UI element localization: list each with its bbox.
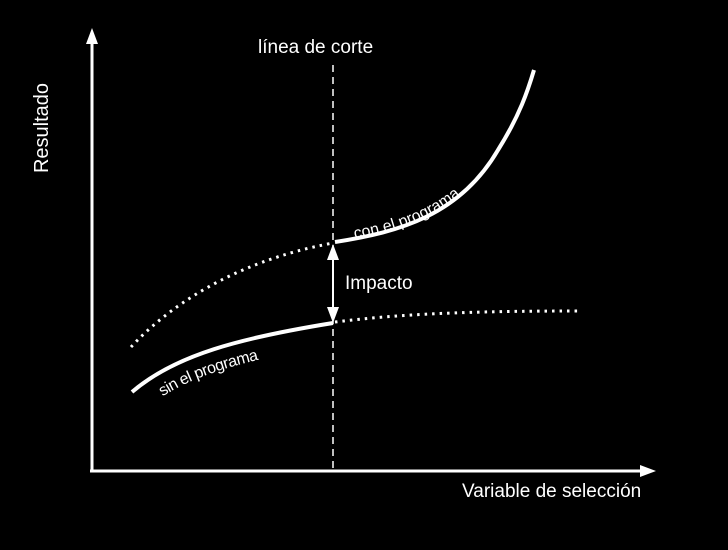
y-axis-label: Resultado [31,82,53,174]
with-program-label-path: con el programa [352,184,463,243]
impact-label: Impacto [345,273,413,294]
without-program-counterfactual-curve [335,311,578,322]
impact-arrowhead-up [327,244,339,260]
with-program-label [352,185,463,243]
x-axis-arrowhead [640,465,656,477]
y-axis-arrowhead [86,28,98,44]
cutoff-label: línea de corte [258,37,374,58]
without-program-label [156,347,260,400]
without-program-label-path: sin el programa [155,346,260,400]
with-program-counterfactual-curve [131,243,333,347]
x-axis-label: Variable de selección [462,481,642,502]
